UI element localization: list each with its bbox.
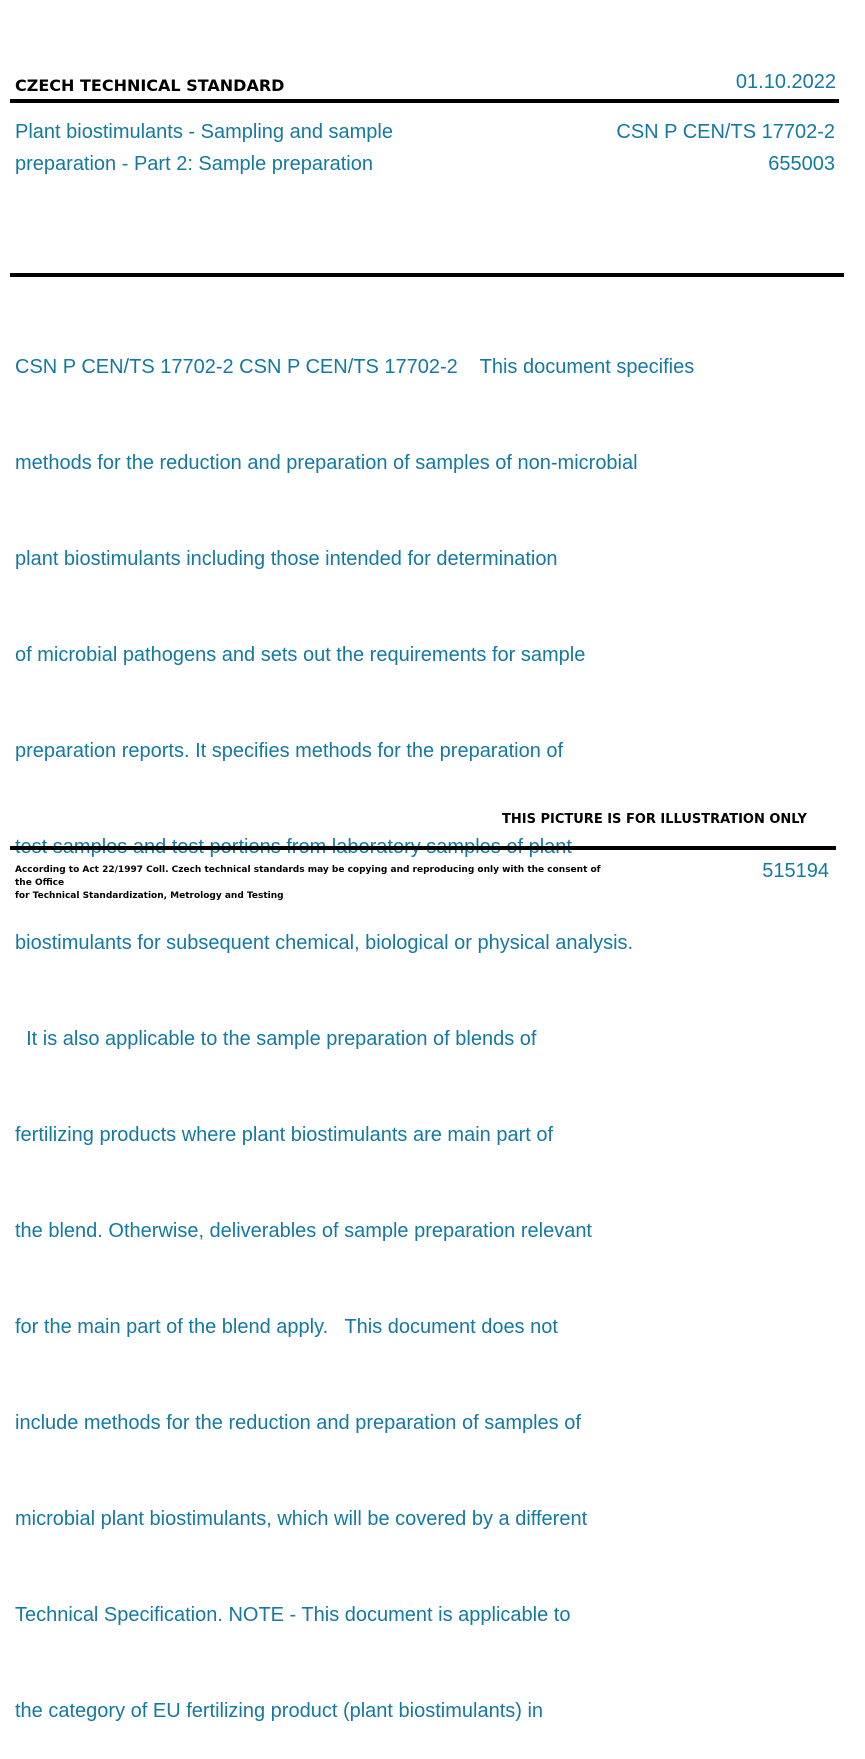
title-line-2: preparation - Part 2: Sample preparation <box>15 153 373 175</box>
abstract-line: Technical Specification. NOTE - This document is applicable to <box>15 1604 571 1626</box>
title-divider <box>10 273 844 277</box>
document-type-label: CZECH TECHNICAL STANDARD <box>15 76 285 95</box>
copyright-notice <box>15 864 615 903</box>
illustration-disclaimer: THIS PICTURE IS FOR ILLUSTRATION ONLY <box>502 812 807 827</box>
abstract-line: of microbial pathogens and sets out the requirements for sample <box>15 644 586 666</box>
abstract-line: methods for the reduction and preparation of samples of non-microbial <box>15 452 638 474</box>
abstract-line: preparation reports. It specifies methods for the preparation of <box>15 740 564 762</box>
abstract-line: biostimulants for subsequent chemical, biological or physical analysis. <box>15 932 634 954</box>
footer-divider <box>10 846 836 850</box>
standard-code-block <box>616 116 835 180</box>
abstract-line: It is also applicable to the sample preparation of blends of <box>15 1028 537 1050</box>
copyright-line-2: for Technical Standardization, Metrology and Testing <box>15 891 284 901</box>
copyright-line-1: According to Act 22/1997 Coll. Czech technical standards may be copying and reproducing only with the consent of the Office <box>15 865 601 888</box>
standard-code: CSN P CEN/TS 17702-2 <box>616 121 835 143</box>
title-line-1: Plant biostimulants - Sampling and sample <box>15 121 393 143</box>
publication-date: 01.10.2022 <box>735 71 836 93</box>
document-abstract <box>15 287 775 1759</box>
abstract-line: fertilizing products where plant biostimulants are main part of <box>15 1124 554 1146</box>
document-id-number: 515194 <box>762 860 829 882</box>
abstract-line: include methods for the reduction and preparation of samples of <box>15 1412 581 1434</box>
abstract-line: microbial plant biostimulants, which will be covered by a different <box>15 1508 588 1530</box>
document-title <box>15 116 485 180</box>
header-divider <box>10 99 839 103</box>
abstract-line: CSN P CEN/TS 17702-2 CSN P CEN/TS 17702-2 This document specifies <box>15 356 695 378</box>
abstract-line: the blend. Otherwise, deliverables of sample preparation relevant <box>15 1220 592 1242</box>
abstract-line: plant biostimulants including those intended for determination <box>15 548 558 570</box>
abstract-line: for the main part of the blend apply. This document does not <box>15 1316 558 1338</box>
abstract-line: the category of EU fertilizing product (plant biostimulants) in <box>15 1700 544 1722</box>
catalog-number: 655003 <box>768 153 835 175</box>
